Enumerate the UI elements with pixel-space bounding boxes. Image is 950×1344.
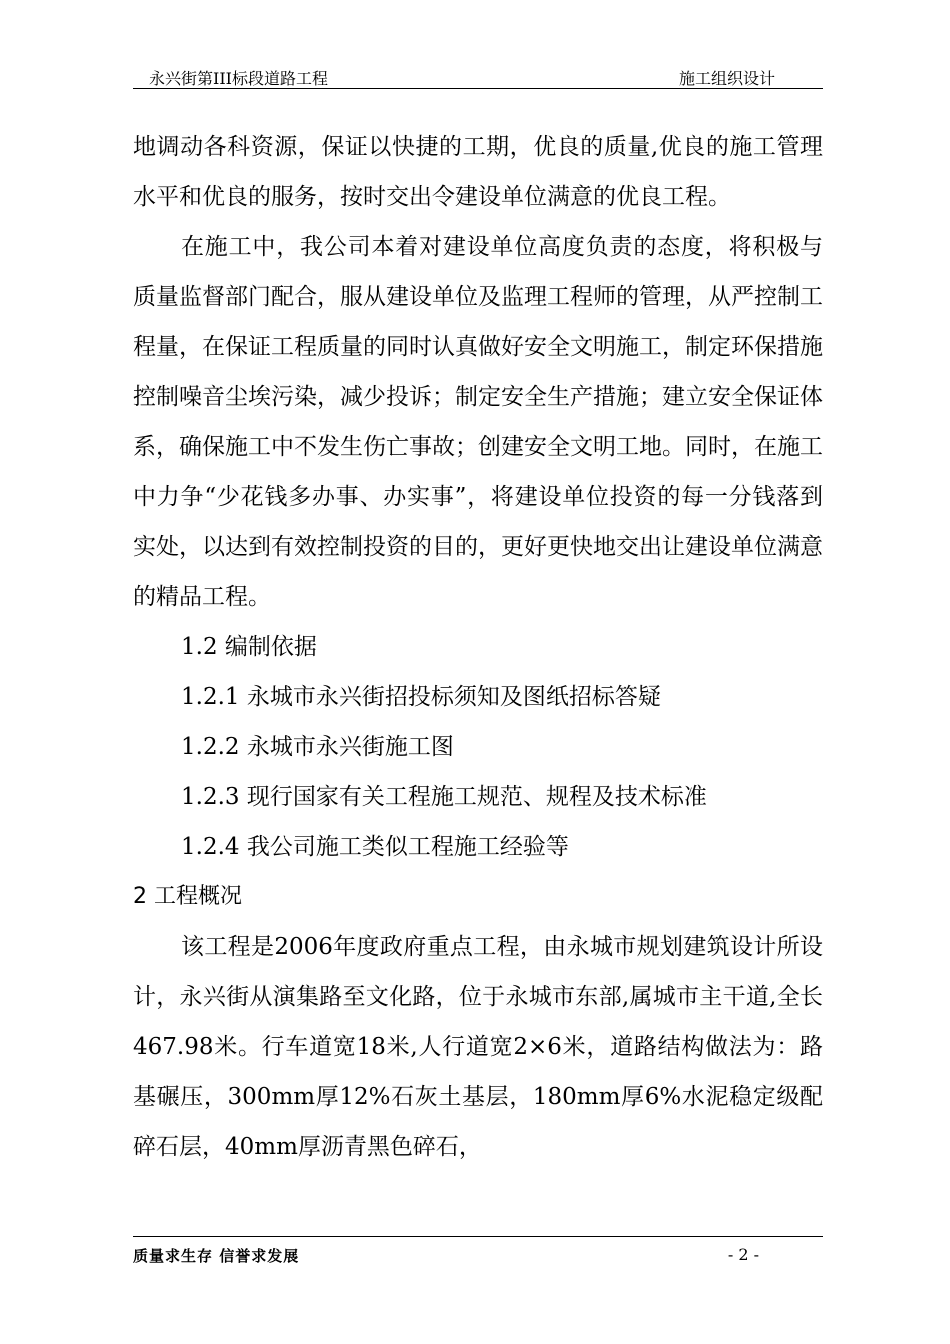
page-footer [133, 1236, 823, 1269]
footer-motto: 质量求生存 信誉求发展 [133, 1247, 300, 1265]
chapter-heading: 2 工程概况 [133, 884, 242, 909]
header-project-title: 永兴街第III标段道路工程 [149, 69, 328, 88]
list-item: 1.2.1 永城市永兴街招投标须知及图纸招标答疑 [181, 684, 661, 710]
header-document-type: 施工组织设计 [678, 69, 775, 88]
list-item: 1.2.3 现行国家有关工程施工规范、规程及技术标准 [181, 784, 707, 810]
list-item: 1.2.4 我公司施工类似工程施工经验等 [181, 834, 569, 860]
page-header [133, 66, 823, 89]
document-body [133, 122, 823, 1172]
section-heading: 1.2 编制依据 [181, 634, 317, 660]
paragraph: 地调动各科资源，保证以快捷的工期，优良的质量,优良的施工管理水平和优良的服务，按时交出令建设单位满意的优良工程。 [133, 134, 823, 210]
paragraph: 在施工中，我公司本着对建设单位高度负责的态度，将积极与质量监督部门配合，服从建设单位及监理工程师的管理，从严控制工程量，在保证工程质量的同时认真做好安全文明施工，制定环保措施控制噪音尘埃污染，减少投诉；制定安全生产措施；建立安全保证体系，确保施工中不发生伤亡事故；创建安全文明工地。同时，在施工中力争“少花钱多办事、办实事”，将建设单位投资的每一分钱落到实处，以达到有效控制投资的目的，更好更快地交出让建设单位满意的精品工程。 [133, 234, 823, 610]
list-item: 1.2.2 永城市永兴街施工图 [181, 734, 454, 760]
page-number: - 2 - [727, 1245, 759, 1264]
paragraph: 该工程是2006年度政府重点工程，由永城市规划建筑设计所设计，永兴街从演集路至文化路，位于永城市东部,属城市主干道,全长467.98米。行车道宽18米,人行道宽2×6米，道路结构做法为：路基碾压，300mm厚12%石灰土基层，180mm厚6%水泥稳定级配碎石层，40mm厚沥青黑色碎石， [133, 934, 823, 1160]
